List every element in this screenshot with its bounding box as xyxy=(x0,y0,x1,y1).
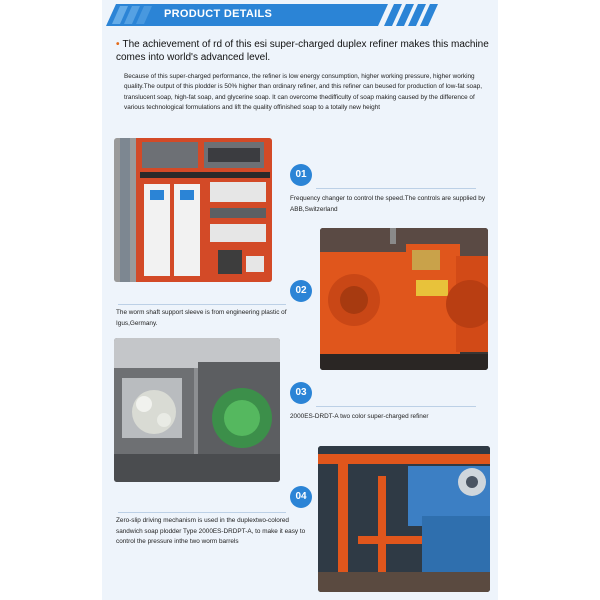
feature-caption-04: Zero-slip driving mechanism is used in the duplextwo-colored sandwich soap plodder Type 2000ES-DRDPT-A, to make it easy to control the pressure inthe two worm barrels xyxy=(116,517,306,545)
feature-number-01: 01 xyxy=(290,164,312,186)
feature-number-04: 04 xyxy=(290,486,312,508)
feature-number-03: 03 xyxy=(290,382,312,404)
feature-divider-01 xyxy=(316,188,476,189)
feature-caption-02: The worm shaft support sleeve is from engineering plastic of Igus,Germany. xyxy=(116,309,287,327)
banner-title: PRODUCT DETAILS xyxy=(164,8,273,20)
product-details-page xyxy=(102,0,498,600)
feature-divider-04 xyxy=(118,512,286,513)
intro-headline xyxy=(116,38,494,64)
driving-mechanism-photo xyxy=(318,446,490,592)
intro-body: Because of this super-charged performance, the refiner is low energy consumption, higher working pressure, higher working quality.The output of this plodder is 50% higher than ordinary refiner, and this refiner can beused for production of low-fat soap, translucent soap, high-fat soap, and glycerine soap. It can overcome thedifficulty of soap making caused by the difference of various technological formulations and lift the quality offinished soap to a totally new height xyxy=(124,73,482,112)
feature-divider-02 xyxy=(118,304,286,305)
headline-text: The achievement of rd of this esi super-charged duplex refiner makes this machine comes into world's advanced level. xyxy=(116,39,489,63)
section-banner xyxy=(102,0,498,32)
feature-caption-03: 2000ES-DRDT-A two color super-charged refiner xyxy=(290,413,429,420)
gearbox-photo xyxy=(320,228,488,370)
feature-caption-01: Frequency changer to control the speed.The controls are supplied by ABB,Switzerland xyxy=(290,195,486,213)
feature-divider-03 xyxy=(316,406,476,407)
bullet-icon: • xyxy=(116,39,120,50)
refiner-photo xyxy=(114,338,280,482)
feature-number-02: 02 xyxy=(290,280,312,302)
control-cabinet-photo xyxy=(114,138,272,282)
banner-graphic xyxy=(102,0,498,32)
